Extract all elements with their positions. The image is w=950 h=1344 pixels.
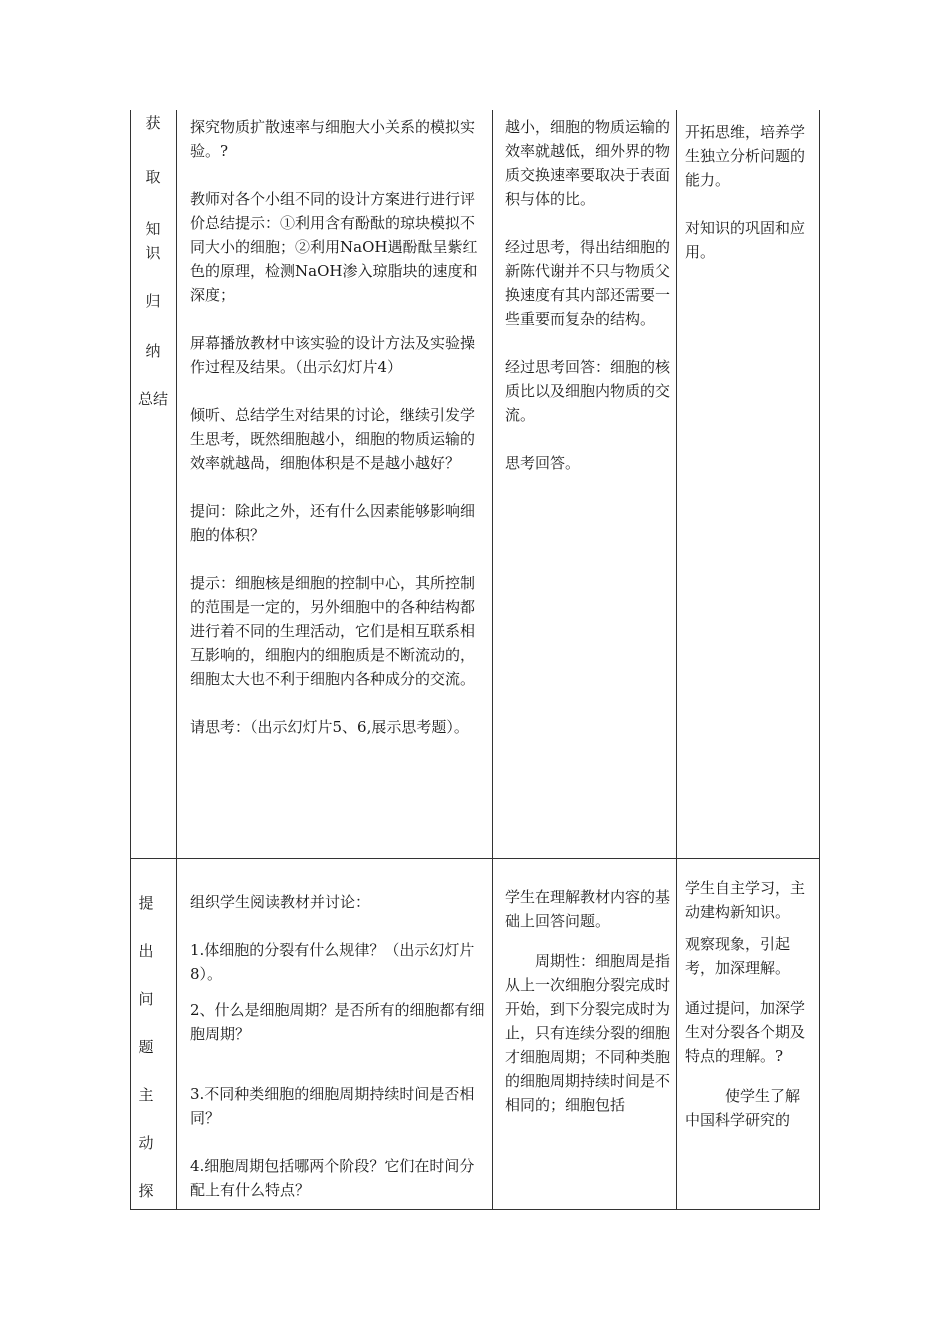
intent-paragraph: 观察现象，引起考，加深理解。	[685, 935, 791, 977]
design-intent-row2	[685, 876, 813, 1132]
teacher-paragraph: 提示：细胞核是细胞的控制中心，其所控制的范围是一定的，另外细胞中的各种结构都进行着不同的生理活动，它们是相互联系相互影响的，细胞内的细胞质是不断流动的，细胞太大也不利于细胞内各种成分的交流。	[190, 574, 476, 688]
intent-paragraph: 对知识的巩固和应用。	[685, 219, 806, 261]
intent-paragraph: 开拓思维，培养学生独立分析问题的能力。	[685, 123, 806, 189]
stage-char: 探	[138, 1182, 154, 1200]
teacher-paragraph: 4.细胞周期包括哪两个阶段？它们在时间分配上有什么特点？	[190, 1157, 475, 1199]
table-border-bottom	[130, 1209, 820, 1210]
stage-char: 纳	[145, 342, 161, 360]
student-paragraph: 越小，细胞的物质运输的效率就越低，细外界的物质交换速率要取决于表面积与体的比。	[505, 118, 671, 208]
stage-char: 识	[145, 244, 161, 262]
table-row-divider	[130, 858, 820, 859]
student-paragraph: 经过思考，得出结细胞的新陈代谢并不只与物质父换速度有其内部还需要一些重要而复杂的结构。	[505, 238, 671, 328]
stage-char: 主	[138, 1086, 154, 1104]
student-paragraph: 周期性：细胞周是指从上一次细胞分裂完成时开始，到下分裂完成时为止，只有连续分裂的细胞才细胞周期；不同种类胞的细胞周期持续时间是不相同的；细胞包括	[505, 952, 671, 1114]
teacher-activity-row2	[190, 890, 485, 1202]
stage-char: 题	[138, 1038, 154, 1056]
teacher-activity-row1	[190, 115, 485, 739]
stage-char: 出	[138, 942, 154, 960]
student-paragraph: 学生在理解教材内容的基础上回答问题。	[505, 888, 671, 930]
stage-char: 提	[138, 894, 154, 912]
intent-paragraph: 学生自主学习，主动建构新知识。	[685, 879, 806, 921]
stage-char: 总结	[137, 390, 168, 408]
stage-char: 问	[138, 990, 154, 1008]
student-paragraph: 思考回答。	[505, 454, 581, 472]
design-intent-row1	[685, 120, 813, 264]
stage-char: 动	[138, 1134, 154, 1152]
stage-char: 归	[145, 292, 161, 310]
table-border-right	[819, 110, 820, 1210]
stage-char: 知	[145, 220, 161, 238]
teacher-paragraph: 教师对各个小组不同的设计方案进行进行评价总结提示：①利用含有酚酞的琼块模拟不同大小的细胞；②利用NaOH遇酚酞呈紫红色的原理，检测NaOH渗入琼脂块的速度和深度；	[190, 190, 478, 304]
stage-char: 取	[145, 168, 161, 186]
stage-char: 获	[145, 114, 161, 132]
intent-paragraph: 通过提问，加深学生对分裂各个期及特点的理解。?	[685, 999, 806, 1065]
student-activity-row2	[505, 885, 671, 1117]
teacher-paragraph: 倾听、总结学生对结果的讨论，继续引发学生思考，既然细胞越小，细胞的物质运输的效率就越咼，细胞体积是不是越小越好？	[190, 406, 476, 472]
teacher-paragraph: 2、什么是细胞周期？是否所有的细胞都有细胞周期？	[190, 1001, 485, 1043]
student-paragraph: 经过思考回答：细胞的核质比以及细胞内物质的交流。	[505, 358, 671, 424]
teacher-paragraph: 提问：除此之外，还有什么因素能够影响细胞的体积？	[190, 502, 476, 544]
teacher-paragraph: 屏幕播放教材中该实验的设计方法及实验操作过程及结果。（出示幻灯片4）	[190, 334, 476, 376]
teacher-paragraph: 3.不同种类细胞的细胞周期持续时间是否相同？	[190, 1085, 475, 1127]
teacher-paragraph: 组织学生阅读教材并讨论：	[190, 893, 371, 911]
teacher-paragraph: 请思考：（出示幻灯片5、6,展示思考题）。	[190, 718, 469, 736]
table-border-stage	[176, 110, 177, 1210]
teacher-paragraph: 1.体细胞的分裂有什么规律？（出示幻灯片8）。	[190, 941, 475, 983]
intent-paragraph: 使学生了解中国科学研究的	[685, 1087, 801, 1129]
table-border-teacher	[492, 110, 493, 1210]
teacher-paragraph: 探究物质扩散速率与细胞大小关系的模拟实验。?	[190, 118, 476, 160]
table-border-student	[676, 110, 677, 1210]
student-activity-row1	[505, 115, 671, 475]
